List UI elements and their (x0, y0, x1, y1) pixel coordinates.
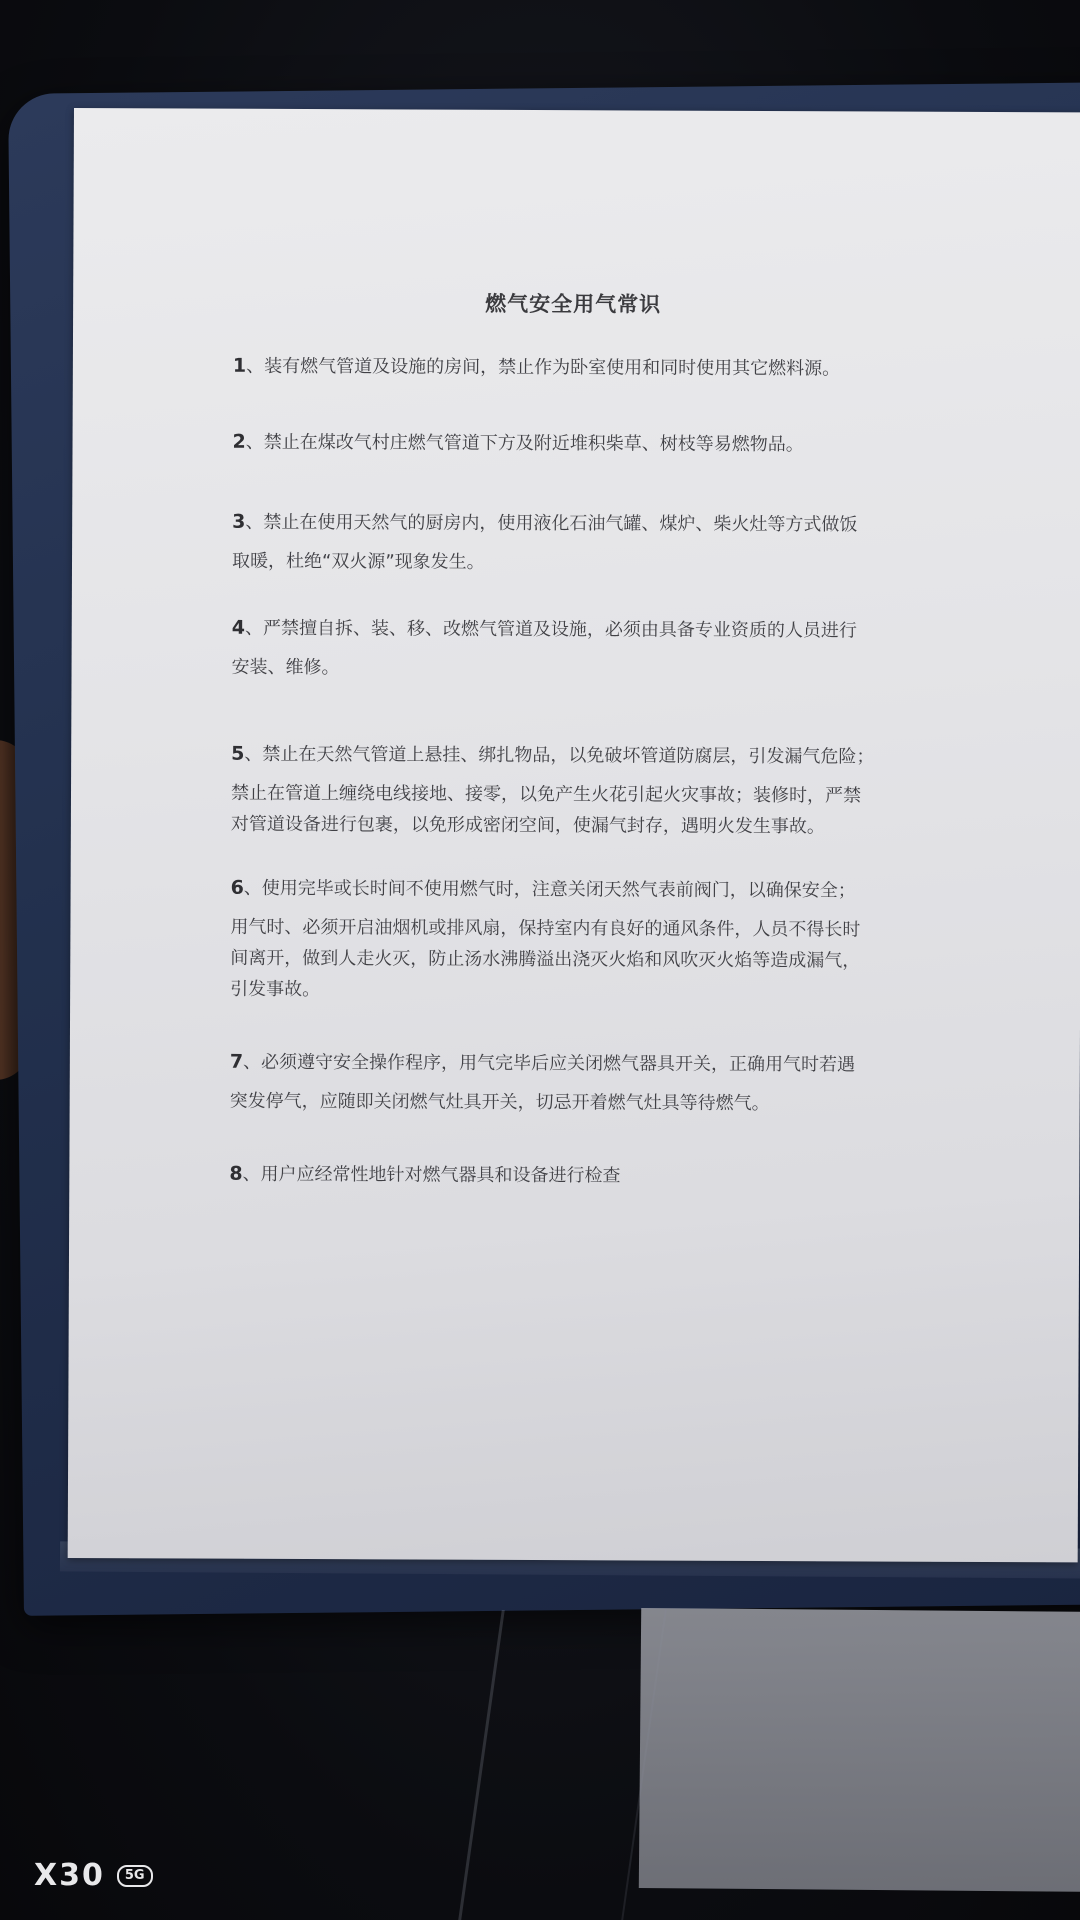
rule-item-1 (233, 347, 993, 389)
rule-number: 6 (230, 876, 244, 899)
camera-watermark (34, 1858, 153, 1893)
rule-number: 2 (232, 430, 246, 453)
rule-number: 5 (231, 742, 245, 765)
rule-text: 、严禁擅自拆、装、移、改燃气管道及设施，必须由具备专业资质的人员进行 (244, 617, 858, 642)
rule-item-7 (230, 1043, 990, 1124)
rule-number: 7 (229, 1050, 244, 1073)
rule-text: 用气时、必须开启油烟机或排风扇，保持室内有良好的通风条件，人员不得长时 (230, 916, 861, 941)
rule-text: 取暖，杜绝“双火源”现象发生。 (231, 550, 485, 573)
rule-item-6 (230, 869, 991, 1008)
rule-item-3 (232, 503, 992, 584)
rule-item-2 (232, 423, 992, 465)
background-sheet (639, 1608, 1080, 1892)
rule-number: 1 (232, 354, 247, 377)
rule-text: 、必须遵守安全操作程序，用气完毕后应关闭燃气器具开关，正确用气时若遇 (243, 1051, 856, 1076)
rule-text: 安装、维修。 (231, 656, 340, 679)
rule-item-5 (231, 735, 991, 843)
network-badge: 5G (117, 1865, 153, 1887)
rule-line (233, 347, 993, 389)
rule-text: 对管道设备进行包裹，以免形成密闭空间，使漏气封存，遇明火发生事故。 (230, 813, 825, 838)
rule-text: 、禁止在天然气管道上悬挂、绑扎物品，以免破坏管道防腐层，引发漏气危险； (244, 743, 875, 768)
rule-line (231, 735, 991, 777)
rule-text: 、禁止在使用天然气的厨房内，使用液化石油气罐、煤炉、柴火灶等方式做饭 (245, 511, 858, 536)
rule-text: 、装有燃气管道及设施的房间，禁止作为卧室使用和同时使用其它燃料源。 (246, 355, 841, 380)
rule-text: 突发停气，应随即关闭燃气灶具开关，切忌开着燃气灶具等待燃气。 (229, 1090, 770, 1115)
rule-text: 、禁止在煤改气村庄燃气管道下方及附近堆积柴草、树枝等易燃物品。 (245, 431, 804, 456)
paper-sheet (68, 108, 1080, 1562)
rule-number: 8 (229, 1162, 243, 1185)
rule-text: 禁止在管道上缠绕电线接地、接零，以免产生火花引起火灾事故；装修时，严禁 (230, 782, 862, 807)
document-title: 燃气安全用气常识 (485, 291, 662, 317)
rule-number: 4 (231, 616, 246, 639)
rule-line (232, 609, 992, 651)
rule-text: 引发事故。 (230, 978, 321, 1001)
rule-line (231, 869, 991, 911)
rule-number: 3 (232, 510, 246, 533)
rule-item-4 (231, 609, 991, 690)
rule-line (230, 1043, 990, 1085)
rule-text: 、用户应经常性地针对燃气器具和设备进行检查 (242, 1163, 621, 1187)
rule-text: 间离开，做到人走火灭，防止汤水沸腾溢出浇灭火焰和风吹灭火焰等造成漏气， (230, 947, 861, 972)
rule-line (232, 423, 992, 465)
rule-text: 、使用完毕或长时间不使用燃气时，注意关闭天然气表前阀门，以确保安全； (243, 877, 856, 902)
rule-line (232, 503, 992, 545)
rule-line (229, 1155, 989, 1197)
rule-item-8 (229, 1155, 989, 1197)
camera-model-label: X30 (34, 1858, 105, 1893)
background-cable (458, 1610, 667, 1920)
